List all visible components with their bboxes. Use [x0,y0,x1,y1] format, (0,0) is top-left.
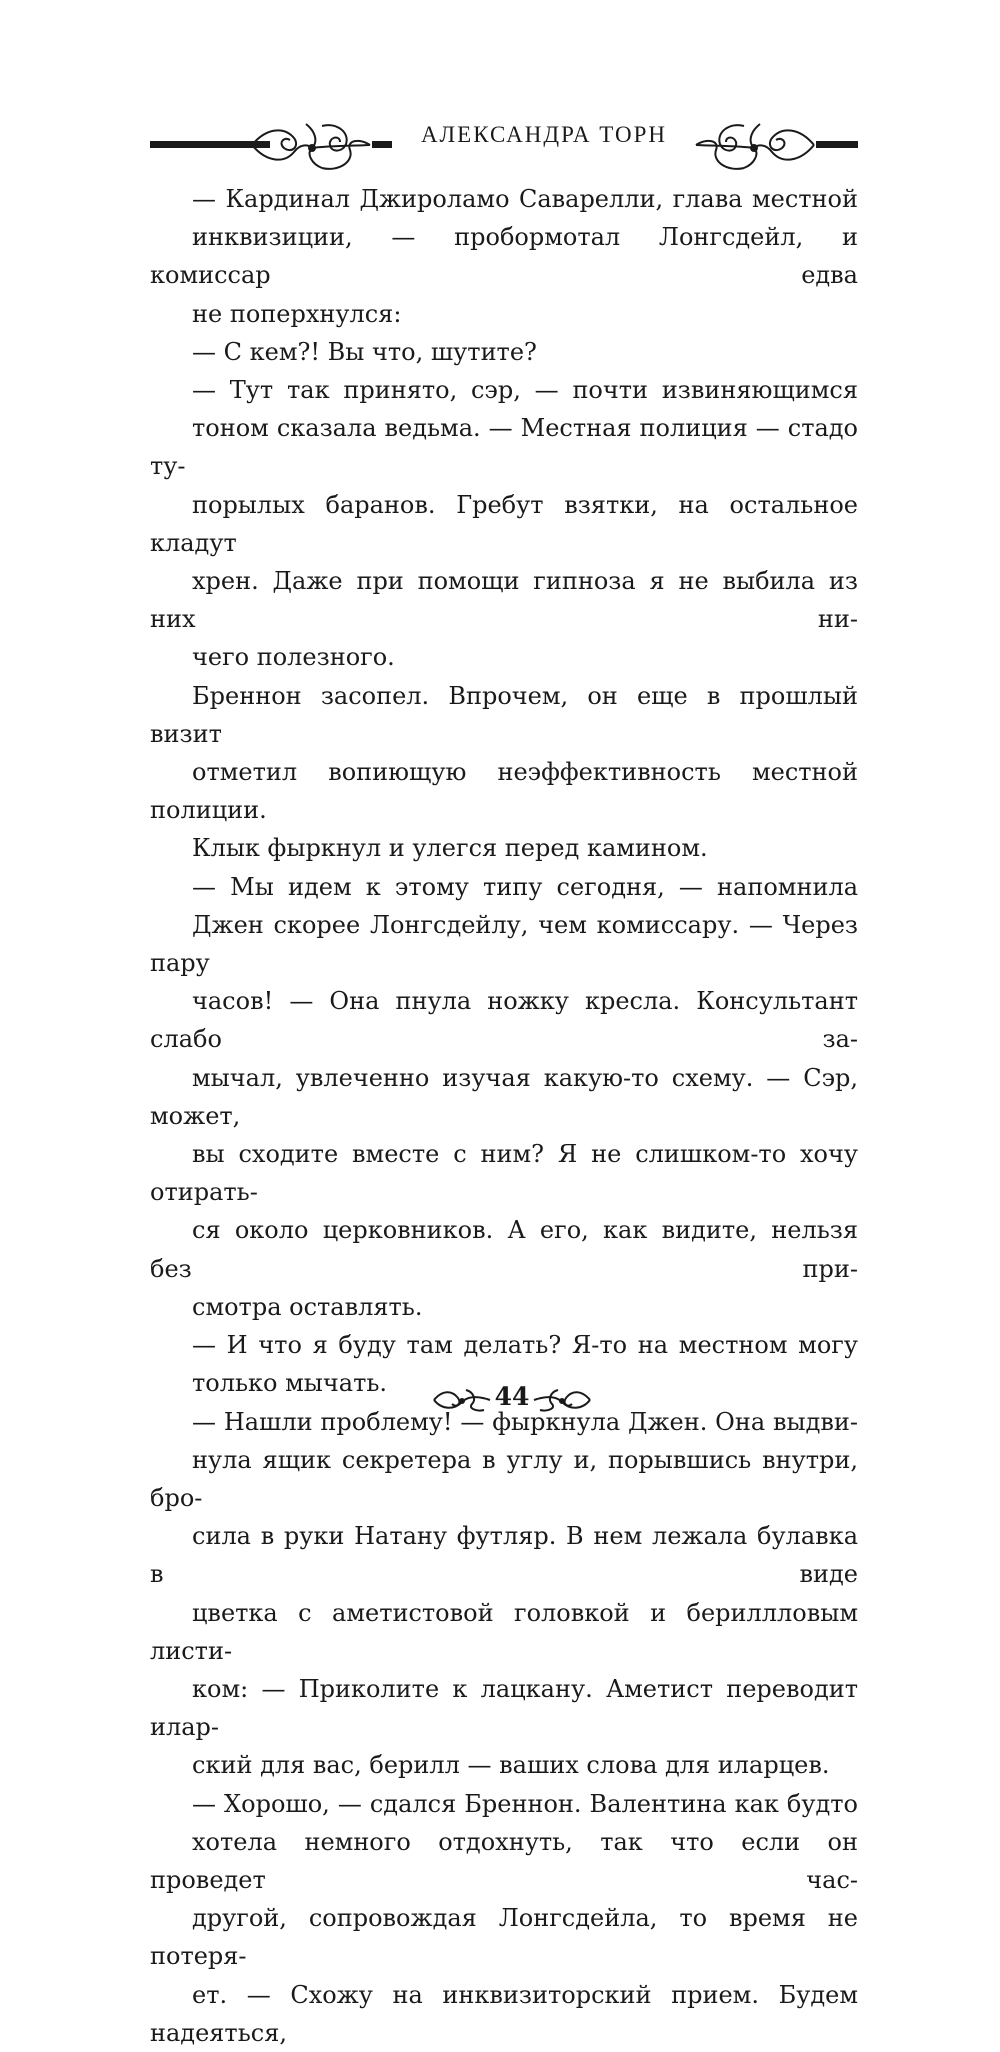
text-line: Джен скорее Лонгсдейлу, чем комиссару. — Через пару [150,910,858,978]
paragraph [150,1403,858,1785]
text-line: — С кем?! Вы что, шутите? [192,337,537,366]
text-line: ский для вас, берилл — ваших слова для иларцев. [192,1751,830,1780]
footer-flourish-right-icon [532,1386,592,1414]
text-line: сила в руки Натану футляр. В нем лежала булавка в виде [150,1522,858,1589]
text-line: вы сходите вместе с ним? Я не слишком-то хочу отирать- [150,1140,858,1207]
text-line: тоном сказала ведьма. — Местная полиция — стадо ту- [150,414,858,481]
paragraph [150,180,858,333]
page-number: 44 [494,1382,530,1411]
text-line: — Тут так принято, сэр, — почти извиняющимся [192,376,858,405]
text-line: порылых баранов. Гребут взятки, на остальное кладут [150,490,858,557]
text-line: хотела немного отдохнуть, так что если он проведет час- [150,1827,858,1894]
running-header-author: АЛЕКСАНДРА ТОРН [420,122,668,147]
footer-flourish-left-icon [432,1386,492,1414]
paragraph [150,868,858,1326]
text-line: чего полезного. [192,643,395,672]
text-line: ком: — Приколите к лацкану. Аметист переводит илар- [150,1674,858,1742]
text-line: мычал, увлеченно изучая какую-то схему. — Сэр, может, [150,1063,858,1130]
page-footer [420,1380,590,1420]
text-line: не поперхнулся: [192,299,402,328]
page-body-text [150,180,858,2052]
header-rule-right [816,141,858,148]
flourish-ornament-right-icon [690,118,820,174]
text-line: — Кардинал Джироламо Саварелли, глава местной [192,185,858,213]
text-line: хрен. Даже при помощи гипноза я не выбила из них ни- [150,567,858,634]
text-line: инквизиции, — пробормотал Лонгсдейл, и комиссар едва [150,223,858,290]
text-line: часов! — Она пнула ножку кресла. Консультант слабо за- [150,987,858,1054]
running-header [150,118,858,174]
text-line: цветка с аметистовой головкой и бериллловым листи- [150,1598,858,1665]
header-rule-mid [372,141,392,148]
text-line: только мычать. [192,1369,388,1398]
text-line: нула ящик секретера в углу и, порывшись внутри, бро- [150,1445,858,1512]
text-line: — И что я буду там делать? Я-то на местном могу [192,1331,858,1360]
text-line: другой, сопровождая Лонгсдейла, то время не потеря- [150,1904,858,1971]
paragraph [150,333,858,371]
paragraph [150,1785,858,2052]
flourish-ornament-left-icon [246,118,376,174]
text-line: — Хорошо, — сдался Бреннон. Валентина как будто [192,1789,858,1818]
text-line: ет. — Схожу на инквизиторский прием. Будем надеяться, [150,1980,858,2047]
text-line: — Мы идем к этому типу сегодня, — напомнила [192,872,858,901]
text-line: ся около церковников. А его, как видите, нельзя без при- [150,1216,858,1283]
text-line: отметил вопиющую неэффективность местной полиции. [150,758,858,825]
text-line: смотра оставлять. [192,1292,423,1321]
text-line: Клык фыркнул и улегся перед камином. [192,834,708,863]
paragraph [150,677,858,868]
paragraph [150,371,858,677]
text-line: Бреннон засопел. Впрочем, он еще в прошлый визит [150,681,858,748]
text-line: — Нашли проблему! — фыркнула Джен. Она выдви- [192,1407,858,1436]
